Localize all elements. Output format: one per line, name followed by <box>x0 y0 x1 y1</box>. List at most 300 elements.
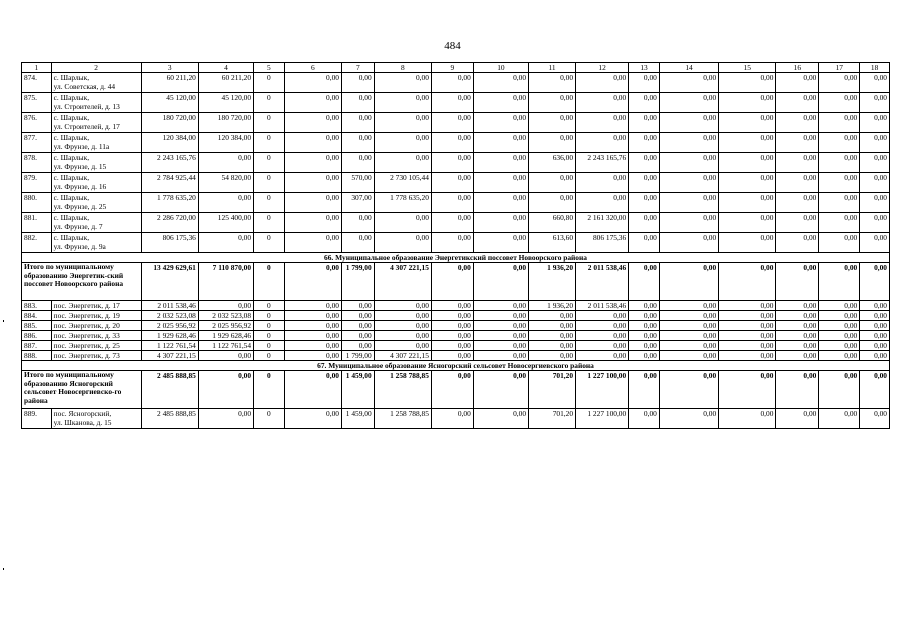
value-cell: 0,00 <box>529 73 576 93</box>
value-cell: 0,00 <box>776 301 819 311</box>
address-cell: пос. Энергетик, д. 20 <box>51 321 141 331</box>
value-cell: 636,00 <box>529 153 576 173</box>
value-cell: 0,00 <box>860 233 890 253</box>
value-cell: 0,00 <box>576 113 629 133</box>
value-cell: 0,00 <box>860 113 890 133</box>
value-cell: 0,00 <box>431 321 473 331</box>
value-cell: 120 384,00 <box>141 133 198 153</box>
value-cell: 0,00 <box>284 93 341 113</box>
value-cell: 0,00 <box>719 341 776 351</box>
value-cell: 0,00 <box>719 133 776 153</box>
value-cell: 0,00 <box>776 311 819 321</box>
value-cell: 0,00 <box>576 331 629 341</box>
value-cell: 0,00 <box>776 341 819 351</box>
column-number: 12 <box>576 63 629 73</box>
value-cell: 0,00 <box>341 341 374 351</box>
value-cell: 0,00 <box>819 93 860 113</box>
value-cell: 0,00 <box>473 331 528 341</box>
value-cell: 0,00 <box>284 341 341 351</box>
subtotal-label: Итого по муниципальному образованию Ясногорский сельсовет Новосергиевско-го района <box>22 371 142 409</box>
value-cell: 0,00 <box>431 233 473 253</box>
value-cell: 0,00 <box>529 321 576 331</box>
value-cell: 0,00 <box>576 311 629 321</box>
value-cell: 1 929 628,46 <box>141 331 198 341</box>
value-cell: 0,00 <box>473 301 528 311</box>
value-cell: 0,00 <box>198 153 253 173</box>
value-cell: 0,00 <box>719 409 776 429</box>
value-cell: 806 175,36 <box>141 233 198 253</box>
column-number: 14 <box>659 63 718 73</box>
value-cell: 0,00 <box>341 311 374 321</box>
value-cell: 701,20 <box>529 409 576 429</box>
value-cell: 0,00 <box>341 113 374 133</box>
value-cell: 54 820,00 <box>198 173 253 193</box>
value-cell: 0,00 <box>473 93 528 113</box>
row-number: 877. <box>22 133 52 153</box>
subtotal-row <box>22 371 890 409</box>
value-cell: 0,00 <box>341 331 374 341</box>
value-cell: 0,00 <box>629 233 660 253</box>
value-cell: 0,00 <box>284 311 341 321</box>
value-cell: 125 400,00 <box>198 213 253 233</box>
value-cell: 0,00 <box>284 233 341 253</box>
value-cell: 0,00 <box>860 73 890 93</box>
value-cell: 0,00 <box>341 233 374 253</box>
value-cell: 1 459,00 <box>341 409 374 429</box>
value-cell: 0,00 <box>629 341 660 351</box>
value-cell: 0,00 <box>819 133 860 153</box>
value-cell: 1 929 628,46 <box>198 331 253 341</box>
value-cell: 0,00 <box>860 93 890 113</box>
value-cell: 806 175,36 <box>576 233 629 253</box>
column-number-row <box>22 63 890 73</box>
row-number: 876. <box>22 113 52 133</box>
value-cell: 0,00 <box>198 301 253 311</box>
value-cell: 0,00 <box>819 153 860 173</box>
value-cell: 0,00 <box>374 321 431 331</box>
subtotal-cell: 0,00 <box>719 263 776 301</box>
value-cell: 120 384,00 <box>198 133 253 153</box>
value-cell: 0,00 <box>776 351 819 361</box>
value-cell: 0,00 <box>374 301 431 311</box>
value-cell: 0,00 <box>431 93 473 113</box>
table-row <box>22 321 890 331</box>
column-number: 6 <box>284 63 341 73</box>
section-heading: 67. Муниципальное образование Ясногорский сельсовет Новосергиевского района <box>22 361 890 371</box>
value-cell: 1 778 635,20 <box>374 193 431 213</box>
value-cell: 0,00 <box>284 351 341 361</box>
subtotal-cell: 2 485 888,85 <box>141 371 198 409</box>
value-cell: 0,00 <box>776 233 819 253</box>
value-cell: 2 730 105,44 <box>374 173 431 193</box>
value-cell: 0 <box>254 311 285 321</box>
subtotal-row <box>22 263 890 301</box>
table-row <box>22 341 890 351</box>
column-number: 18 <box>860 63 890 73</box>
value-cell: 0,00 <box>284 409 341 429</box>
table-row <box>22 233 890 253</box>
column-number: 4 <box>198 63 253 73</box>
value-cell: 45 120,00 <box>141 93 198 113</box>
value-cell: 0,00 <box>576 321 629 331</box>
value-cell: 0,00 <box>431 351 473 361</box>
value-cell: 570,00 <box>341 173 374 193</box>
value-cell: 0,00 <box>719 331 776 341</box>
value-cell: 0,00 <box>860 133 890 153</box>
subtotal-cell: 0,00 <box>198 371 253 409</box>
value-cell: 2 243 165,76 <box>141 153 198 173</box>
row-number: 886. <box>22 331 52 341</box>
value-cell: 0,00 <box>629 331 660 341</box>
value-cell: 0,00 <box>473 113 528 133</box>
margin-mark <box>3 568 4 570</box>
value-cell: 1 227 100,00 <box>576 409 629 429</box>
value-cell: 0,00 <box>431 113 473 133</box>
subtotal-cell: 1 799,00 <box>341 263 374 301</box>
subtotal-cell: 0,00 <box>284 263 341 301</box>
value-cell: 0 <box>254 331 285 341</box>
value-cell: 0,00 <box>284 301 341 311</box>
value-cell: 0,00 <box>819 73 860 93</box>
address-cell: пос. Ясногорский, ул. Шканова, д. 15 <box>51 409 141 429</box>
value-cell: 0,00 <box>431 301 473 311</box>
value-cell: 0 <box>254 321 285 331</box>
value-cell: 2 161 320,00 <box>576 213 629 233</box>
value-cell: 0,00 <box>719 321 776 331</box>
subtotal-cell: 13 429 629,61 <box>141 263 198 301</box>
value-cell: 0,00 <box>341 73 374 93</box>
value-cell: 0,00 <box>374 73 431 93</box>
subtotal-cell: 0,00 <box>659 263 718 301</box>
value-cell: 0,00 <box>659 233 718 253</box>
value-cell: 0,00 <box>860 311 890 321</box>
value-cell: 0,00 <box>819 351 860 361</box>
row-number: 883. <box>22 301 52 311</box>
column-number: 15 <box>719 63 776 73</box>
value-cell: 0,00 <box>473 351 528 361</box>
value-cell: 0,00 <box>374 93 431 113</box>
value-cell: 0,00 <box>659 73 718 93</box>
value-cell: 0,00 <box>284 193 341 213</box>
value-cell: 1 778 635,20 <box>141 193 198 213</box>
value-cell: 0,00 <box>659 173 718 193</box>
value-cell: 2 485 888,85 <box>141 409 198 429</box>
address-cell: с. Шарлык, ул. Фрунзе, д. 15 <box>51 153 141 173</box>
row-number: 880. <box>22 193 52 213</box>
value-cell: 2 011 538,46 <box>576 301 629 311</box>
value-cell: 0,00 <box>529 351 576 361</box>
value-cell: 60 211,20 <box>141 73 198 93</box>
column-number: 9 <box>431 63 473 73</box>
value-cell: 0,00 <box>860 331 890 341</box>
value-cell: 0,00 <box>576 193 629 213</box>
value-cell: 0,00 <box>776 113 819 133</box>
value-cell: 0,00 <box>629 351 660 361</box>
row-number: 878. <box>22 153 52 173</box>
value-cell: 0,00 <box>431 341 473 351</box>
value-cell: 2 025 956,92 <box>198 321 253 331</box>
value-cell: 0,00 <box>431 409 473 429</box>
value-cell: 0 <box>254 351 285 361</box>
value-cell: 0,00 <box>776 321 819 331</box>
value-cell: 0,00 <box>473 233 528 253</box>
value-cell: 0,00 <box>659 113 718 133</box>
value-cell: 0,00 <box>431 331 473 341</box>
value-cell: 0,00 <box>719 351 776 361</box>
value-cell: 0 <box>254 233 285 253</box>
value-cell: 2 032 523,08 <box>198 311 253 321</box>
subtotal-cell: 7 110 870,00 <box>198 263 253 301</box>
value-cell: 0,00 <box>374 213 431 233</box>
section-heading-row <box>22 361 890 371</box>
value-cell: 0,00 <box>776 73 819 93</box>
column-number: 3 <box>141 63 198 73</box>
table-row <box>22 311 890 321</box>
value-cell: 0,00 <box>374 153 431 173</box>
table-row <box>22 133 890 153</box>
value-cell: 0,00 <box>341 321 374 331</box>
subtotal-cell: 0,00 <box>860 371 890 409</box>
value-cell: 0,00 <box>629 173 660 193</box>
value-cell: 0,00 <box>776 153 819 173</box>
value-cell: 0,00 <box>529 93 576 113</box>
row-number: 874. <box>22 73 52 93</box>
value-cell: 0,00 <box>659 193 718 213</box>
table-row <box>22 351 890 361</box>
subtotal-cell: 1 227 100,00 <box>576 371 629 409</box>
value-cell: 0,00 <box>431 213 473 233</box>
subtotal-cell: 2 011 538,46 <box>576 263 629 301</box>
value-cell: 180 720,00 <box>198 113 253 133</box>
value-cell: 0,00 <box>431 173 473 193</box>
column-number: 17 <box>819 63 860 73</box>
value-cell: 613,60 <box>529 233 576 253</box>
value-cell: 0 <box>254 213 285 233</box>
table-row <box>22 93 890 113</box>
value-cell: 2 011 538,46 <box>141 301 198 311</box>
value-cell: 0,00 <box>473 409 528 429</box>
value-cell: 0,00 <box>284 331 341 341</box>
value-cell: 0,00 <box>284 113 341 133</box>
value-cell: 0 <box>254 133 285 153</box>
address-cell: с. Шарлык, ул. Фрунзе, д. 16 <box>51 173 141 193</box>
value-cell: 2 243 165,76 <box>576 153 629 173</box>
value-cell: 0,00 <box>374 133 431 153</box>
value-cell: 0,00 <box>198 409 253 429</box>
value-cell: 0,00 <box>719 93 776 113</box>
value-cell: 0,00 <box>819 233 860 253</box>
value-cell: 0,00 <box>629 133 660 153</box>
value-cell: 0,00 <box>860 213 890 233</box>
address-cell: пос. Энергетик, д. 17 <box>51 301 141 311</box>
value-cell: 0,00 <box>431 311 473 321</box>
section-heading: 66. Муниципальное образование Энергетикский поссовет Новоорского района <box>22 253 890 263</box>
subtotal-cell: 1 258 788,85 <box>374 371 431 409</box>
value-cell: 0,00 <box>576 73 629 93</box>
value-cell: 660,80 <box>529 213 576 233</box>
value-cell: 0,00 <box>529 331 576 341</box>
value-cell: 0 <box>254 301 285 311</box>
value-cell: 0,00 <box>629 153 660 173</box>
subtotal-cell: 1 936,20 <box>529 263 576 301</box>
value-cell: 0 <box>254 113 285 133</box>
value-cell: 0,00 <box>860 321 890 331</box>
row-number: 879. <box>22 173 52 193</box>
value-cell: 0,00 <box>719 213 776 233</box>
value-cell: 0,00 <box>431 153 473 173</box>
address-cell: пос. Энергетик, д. 25 <box>51 341 141 351</box>
row-number: 884. <box>22 311 52 321</box>
column-number: 16 <box>776 63 819 73</box>
column-number: 5 <box>254 63 285 73</box>
table-row <box>22 173 890 193</box>
value-cell: 0,00 <box>659 351 718 361</box>
value-cell: 0,00 <box>629 213 660 233</box>
address-cell: с. Шарлык, ул. Фрунзе, д. 7 <box>51 213 141 233</box>
value-cell: 1 936,20 <box>529 301 576 311</box>
table-row <box>22 409 890 429</box>
column-number: 1 <box>22 63 52 73</box>
address-cell: пос. Энергетик, д. 33 <box>51 331 141 341</box>
subtotal-cell: 0,00 <box>431 263 473 301</box>
column-number: 7 <box>341 63 374 73</box>
value-cell: 0,00 <box>473 173 528 193</box>
address-cell: с. Шарлык, ул. Фрунзе, д. 11а <box>51 133 141 153</box>
value-cell: 0,00 <box>860 341 890 351</box>
value-cell: 0,00 <box>431 73 473 93</box>
subtotal-cell: 0,00 <box>860 263 890 301</box>
value-cell: 0,00 <box>629 301 660 311</box>
value-cell: 0,00 <box>659 341 718 351</box>
value-cell: 0,00 <box>341 133 374 153</box>
subtotal-cell: 0,00 <box>776 263 819 301</box>
address-cell: пос. Энергетик, д. 73 <box>51 351 141 361</box>
value-cell: 0,00 <box>776 133 819 153</box>
value-cell: 0,00 <box>629 113 660 133</box>
value-cell: 0,00 <box>719 193 776 213</box>
value-cell: 0 <box>254 409 285 429</box>
subtotal-cell: 4 307 221,15 <box>374 263 431 301</box>
value-cell: 0,00 <box>719 311 776 321</box>
subtotal-cell: 0,00 <box>819 371 860 409</box>
value-cell: 0,00 <box>819 409 860 429</box>
value-cell: 0 <box>254 93 285 113</box>
value-cell: 0,00 <box>776 409 819 429</box>
subtotal-cell: 0,00 <box>473 371 528 409</box>
value-cell: 0,00 <box>284 321 341 331</box>
value-cell: 0,00 <box>629 409 660 429</box>
value-cell: 0,00 <box>819 331 860 341</box>
margin-mark <box>3 320 4 322</box>
value-cell: 2 025 956,92 <box>141 321 198 331</box>
value-cell: 0,00 <box>776 93 819 113</box>
value-cell: 0,00 <box>529 341 576 351</box>
value-cell: 0,00 <box>719 173 776 193</box>
subtotal-cell: 0,00 <box>629 371 660 409</box>
value-cell: 0,00 <box>629 193 660 213</box>
value-cell: 0,00 <box>776 193 819 213</box>
value-cell: 0,00 <box>576 341 629 351</box>
value-cell: 0,00 <box>860 173 890 193</box>
value-cell: 0,00 <box>374 113 431 133</box>
row-number: 881. <box>22 213 52 233</box>
value-cell: 0,00 <box>198 233 253 253</box>
value-cell: 0,00 <box>473 193 528 213</box>
value-cell: 0,00 <box>629 93 660 113</box>
address-cell: с. Шарлык, ул. Строителей, д. 17 <box>51 113 141 133</box>
value-cell: 0,00 <box>719 153 776 173</box>
value-cell: 1 122 761,54 <box>141 341 198 351</box>
value-cell: 0,00 <box>659 133 718 153</box>
table-row <box>22 193 890 213</box>
value-cell: 4 307 221,15 <box>141 351 198 361</box>
value-cell: 0 <box>254 73 285 93</box>
subtotal-cell: 0,00 <box>819 263 860 301</box>
value-cell: 0,00 <box>284 73 341 93</box>
subtotal-cell: 0,00 <box>659 371 718 409</box>
value-cell: 0,00 <box>719 233 776 253</box>
value-cell: 0,00 <box>576 133 629 153</box>
row-number: 885. <box>22 321 52 331</box>
value-cell: 1 799,00 <box>341 351 374 361</box>
row-number: 875. <box>22 93 52 113</box>
value-cell: 0,00 <box>659 409 718 429</box>
value-cell: 0,00 <box>860 409 890 429</box>
value-cell: 0,00 <box>860 301 890 311</box>
value-cell: 0,00 <box>529 311 576 321</box>
value-cell: 0,00 <box>719 73 776 93</box>
subtotal-cell: 0,00 <box>431 371 473 409</box>
section-heading-row <box>22 253 890 263</box>
value-cell: 0,00 <box>776 213 819 233</box>
address-cell: с. Шарлык, ул. Фрунзе, д. 25 <box>51 193 141 213</box>
subtotal-cell: 0 <box>254 371 285 409</box>
table-row <box>22 153 890 173</box>
value-cell: 0,00 <box>776 173 819 193</box>
subtotal-cell: 0,00 <box>719 371 776 409</box>
address-cell: с. Шарлык, ул. Строителей, д. 13 <box>51 93 141 113</box>
value-cell: 0,00 <box>576 173 629 193</box>
subtotal-cell: 0,00 <box>629 263 660 301</box>
value-cell: 0,00 <box>629 321 660 331</box>
value-cell: 0,00 <box>529 113 576 133</box>
value-cell: 0,00 <box>473 321 528 331</box>
value-cell: 0,00 <box>819 321 860 331</box>
value-cell: 0,00 <box>341 213 374 233</box>
table-row <box>22 113 890 133</box>
row-number: 887. <box>22 341 52 351</box>
value-cell: 0,00 <box>819 213 860 233</box>
value-cell: 0,00 <box>659 331 718 341</box>
row-number: 882. <box>22 233 52 253</box>
data-table <box>21 62 890 429</box>
value-cell: 0,00 <box>473 73 528 93</box>
value-cell: 0,00 <box>431 133 473 153</box>
value-cell: 4 307 221,15 <box>374 351 431 361</box>
subtotal-cell: 0,00 <box>473 263 528 301</box>
row-number: 889. <box>22 409 52 429</box>
value-cell: 0,00 <box>659 93 718 113</box>
value-cell: 0,00 <box>819 301 860 311</box>
value-cell: 0,00 <box>341 93 374 113</box>
value-cell: 0,00 <box>284 213 341 233</box>
value-cell: 0,00 <box>284 173 341 193</box>
value-cell: 0,00 <box>374 233 431 253</box>
value-cell: 0,00 <box>198 193 253 213</box>
column-number: 11 <box>529 63 576 73</box>
value-cell: 1 258 788,85 <box>374 409 431 429</box>
value-cell: 2 784 925,44 <box>141 173 198 193</box>
